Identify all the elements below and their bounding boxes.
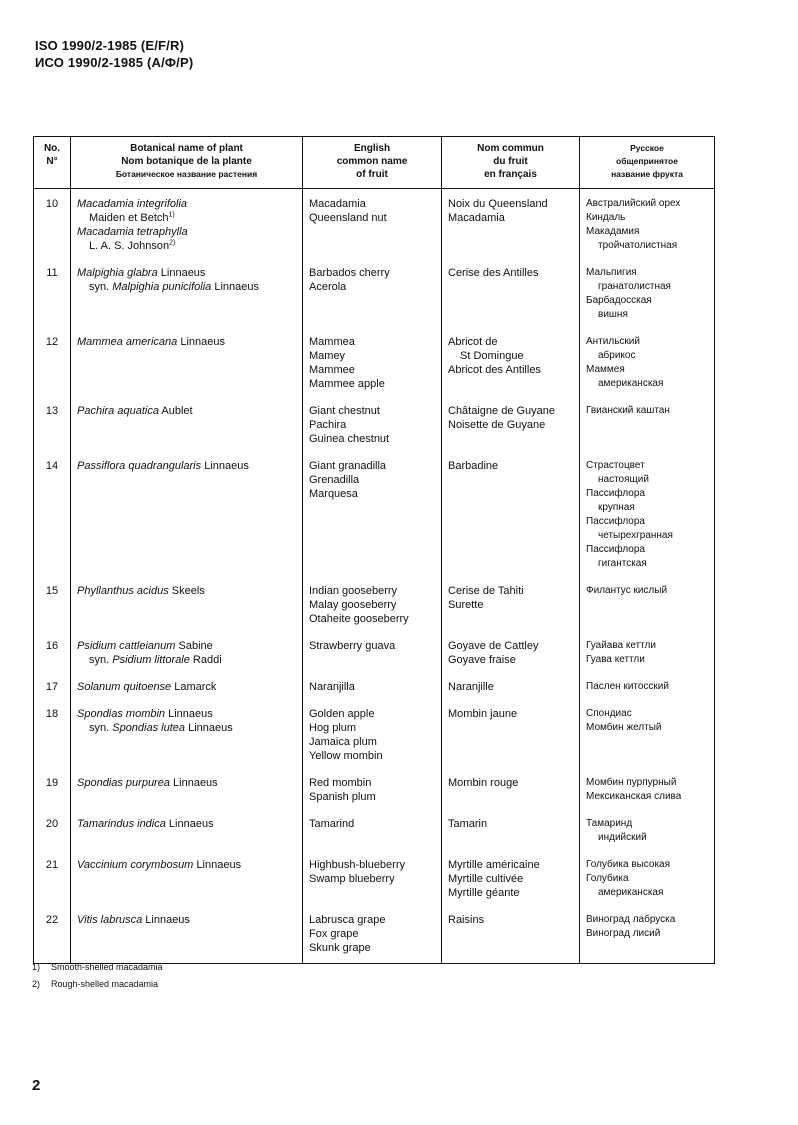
author-name: Linnaeus [142,914,190,926]
russian-name: Голубика [586,873,629,884]
footnote-text: Smooth-shelled macadamia [51,962,163,972]
russian-name: гигантская [598,558,647,569]
russian-name: тройчатолистная [598,240,678,251]
english-name: Marquesa [309,488,358,500]
french-name: Surette [448,599,484,611]
russian-name: индийский [598,832,647,843]
russian-name-cell [580,707,715,776]
russian-name: Гвианский каштан [586,405,670,416]
author-name: Linnaeus [157,267,206,279]
synonym-prefix: syn. [89,654,113,666]
botanical-name-line [77,584,296,598]
botanical-name-line [77,858,296,872]
species-name: Spondias purpurea [77,777,170,789]
species-name: Solanum quitoense [77,681,172,693]
english-name: Macadamia [309,198,366,210]
footnote-text: Rough-shelled macadamia [51,979,159,989]
french-name: Cerise des Antilles [448,267,539,279]
botanical-name-cell [71,189,303,267]
botanical-name-line [77,459,296,473]
russian-name: Гуава кеттли [586,654,645,665]
footnote-1 [32,962,163,972]
russian-name: Голубика высокая [586,859,671,870]
species-number: 16 [34,639,71,680]
french-name: Abricot des Antilles [448,364,541,376]
english-name: Jamaica plum [309,736,377,748]
botanical-name-line [77,776,296,790]
russian-name: настоящий [598,474,649,485]
english-name-cell [303,335,442,404]
french-name: Naranjille [448,681,494,693]
english-name-cell [303,189,442,267]
russian-name-cell [580,584,715,639]
russian-name-cell [580,335,715,404]
russian-name: Австралийский орех [586,198,681,209]
botanical-name-cell [71,639,303,680]
species-number: 11 [34,266,71,335]
french-name: Noisette de Guyane [448,419,546,431]
french-name-cell [442,189,580,267]
french-name: Goyave de Cattley [448,640,539,652]
french-name: Mombin jaune [448,708,518,720]
fruit-names-table [33,136,715,964]
header-english-name: English common name of fruit [303,137,442,189]
author-name: Linnaeus [185,722,233,734]
french-name-cell [442,913,580,964]
botanical-name-cell [71,266,303,335]
english-name: Yellow mombin [309,750,383,762]
footnote-mark: 2) [32,979,41,989]
english-name: Barbados cherry [309,267,390,279]
french-name: Tamarin [448,818,488,830]
header-russian-name: Русское общепринятое название фрукта [580,137,715,189]
english-name: Naranjilla [309,681,355,693]
botanical-name-line [77,266,296,280]
english-name: Strawberry guava [309,640,396,652]
english-name: Red mombin [309,777,372,789]
botanical-name-line [77,239,296,253]
footnote-reference: 2) [169,239,176,247]
table-row [34,459,715,584]
french-name-cell [442,776,580,817]
russian-name: четырехгранная [598,530,673,541]
species-name: Phyllanthus acidus [77,585,169,597]
english-name: Giant granadilla [309,460,387,472]
species-number: 19 [34,776,71,817]
english-name: Grenadilla [309,474,360,486]
russian-name: Барбадосская [586,295,652,306]
french-name: Macadamia [448,212,505,224]
footnote-2 [32,979,158,989]
english-name-cell [303,913,442,964]
russian-name-cell [580,189,715,267]
species-name: Pachira aquatica [77,405,159,417]
russian-name-cell [580,680,715,707]
author-name: Lamarck [171,681,217,693]
english-name: Mammee [309,364,355,376]
species-number: 12 [34,335,71,404]
author-name: Linnaeus [165,818,214,830]
species-name: Macadamia integrifolia [77,198,188,210]
synonym-prefix: syn. [89,722,113,734]
species-name: Spondias mombin [77,708,166,720]
botanical-name-line [77,653,296,667]
russian-name: Гуайава кеттли [586,640,656,651]
english-name: Skunk grape [309,942,371,954]
header-french-name: Nom commun du fruit en français [442,137,580,189]
russian-name: Маммея [586,364,625,375]
author-name: L. A. S. Johnson [89,240,170,252]
author-name: Maiden et Betch [89,212,169,224]
french-name: Myrtille américaine [448,859,540,871]
russian-name: Паслен китосский [586,681,669,692]
french-name-cell [442,707,580,776]
russian-name: Мальпигия [586,267,637,278]
table-row [34,913,715,964]
botanical-name-line [77,404,296,418]
russian-name-cell [580,459,715,584]
species-number: 17 [34,680,71,707]
french-name-cell [442,584,580,639]
botanical-name-line [77,680,296,694]
english-name: Indian gooseberry [309,585,398,597]
russian-name-cell [580,266,715,335]
footnote-reference: 1) [168,211,175,219]
english-name-cell [303,858,442,913]
species-name: Malpighia glabra [77,267,158,279]
botanical-name-line [77,913,296,927]
table-row [34,335,715,404]
english-name-cell [303,584,442,639]
author-name: Linnaeus [177,336,225,348]
french-name: St Domingue [460,350,524,362]
table-row [34,404,715,459]
russian-name: Виноград лабруска [586,914,676,925]
english-name: Fox grape [309,928,359,940]
russian-name: абрикос [598,350,636,361]
table-row [34,680,715,707]
english-name: Queensland nut [309,212,387,224]
russian-name: Момбин желтый [586,722,662,733]
russian-name: Тамаринд [586,818,633,829]
english-name: Guinea chestnut [309,433,390,445]
table-row [34,858,715,913]
table-row [34,817,715,858]
french-name: Barbadine [448,460,499,472]
document-code-latin: ISO 1990/2-1985 (E/F/R) [35,38,185,53]
author-name: Linnaeus [193,859,242,871]
russian-name-cell [580,858,715,913]
species-name: Psidium littorale [112,654,190,666]
russian-name: американская [598,887,664,898]
author-name: Linnaeus [169,777,218,789]
french-name-cell [442,680,580,707]
botanical-name-cell [71,459,303,584]
botanical-name-line [77,211,296,225]
english-name: Mamey [309,350,346,362]
russian-name: Макадамия [586,226,640,237]
page-number: 2 [32,1077,41,1094]
table-row [34,639,715,680]
botanical-name-cell [71,680,303,707]
russian-name: Пассифлора [586,516,645,527]
french-name: Châtaigne de Guyane [448,405,556,417]
author-name: Skeels [168,585,205,597]
english-name: Highbush-blueberry [309,859,405,871]
english-name-cell [303,680,442,707]
english-name: Giant chestnut [309,405,380,417]
species-number: 20 [34,817,71,858]
document-code-cyrillic: ИСО 1990/2-1985 (А/Ф/Р) [35,55,194,70]
header-botanical-name: Botanical name of plant Nom botanique de la plante Ботаническое название растения [71,137,303,189]
footnote-mark: 1) [32,962,41,972]
russian-name-cell [580,776,715,817]
botanical-name-line [77,225,296,239]
botanical-name-cell [71,335,303,404]
russian-name: американская [598,378,664,389]
russian-name: Виноград лисий [586,928,661,939]
french-name: Myrtille cultivée [448,873,524,885]
russian-name-cell [580,913,715,964]
header-number: No. N° [34,137,71,189]
species-name: Mammea americana [77,336,178,348]
author-name: Linnaeus [201,460,249,472]
species-name: Malpighia punicifolia [112,281,212,293]
botanical-name-line [77,707,296,721]
french-name: Cerise de Tahiti [448,585,524,597]
english-name: Swamp blueberry [309,873,395,885]
russian-name: Филантус кислый [586,585,668,596]
english-name-cell [303,404,442,459]
species-number: 21 [34,858,71,913]
french-name-cell [442,459,580,584]
russian-name: Спондиас [586,708,632,719]
species-name: Psidium cattleianum [77,640,176,652]
english-name-cell [303,817,442,858]
species-number: 10 [34,189,71,267]
russian-name: Киндаль [586,212,626,223]
french-name-cell [442,858,580,913]
russian-name: Страстоцвет [586,460,645,471]
species-name: Spondias lutea [112,722,186,734]
species-number: 13 [34,404,71,459]
english-name: Golden apple [309,708,375,720]
french-name: Raisins [448,914,485,926]
botanical-name-line [77,639,296,653]
french-name: Mombin rouge [448,777,519,789]
french-name: Myrtille géante [448,887,520,899]
author-name: Linnaeus [165,708,213,720]
english-name: Tamarind [309,818,355,830]
species-number: 18 [34,707,71,776]
species-number: 22 [34,913,71,964]
botanical-name-cell [71,404,303,459]
botanical-name-line [77,280,296,294]
author-name: Sabine [175,640,213,652]
english-name: Hog plum [309,722,357,734]
russian-name: Мексиканская слива [586,791,682,802]
botanical-name-cell [71,858,303,913]
english-name: Spanish plum [309,791,376,803]
species-number: 14 [34,459,71,584]
botanical-name-cell [71,707,303,776]
species-name: Tamarindus indica [77,818,166,830]
botanical-name-cell [71,913,303,964]
table-header-row [34,137,715,189]
russian-name-cell [580,639,715,680]
species-number: 15 [34,584,71,639]
table-row [34,776,715,817]
author-name: Linnaeus [211,281,260,293]
russian-name: вишня [598,309,628,320]
botanical-name-line [77,817,296,831]
french-name: Goyave fraise [448,654,516,666]
french-name-cell [442,266,580,335]
botanical-name-line [77,335,296,349]
russian-name: Антильский [586,336,640,347]
synonym-prefix: syn. [89,281,113,293]
english-name: Labrusca grape [309,914,386,926]
botanical-name-cell [71,776,303,817]
french-name: Noix du Queensland [448,198,548,210]
botanical-name-cell [71,817,303,858]
russian-name: гранатолистная [598,281,671,292]
table-body [34,189,715,964]
english-name: Malay gooseberry [309,599,397,611]
russian-name-cell [580,817,715,858]
table-row [34,266,715,335]
russian-name: Момбин пурпурный [586,777,677,788]
french-name-cell [442,404,580,459]
english-name: Mammee apple [309,378,385,390]
english-name-cell [303,776,442,817]
english-name-cell [303,266,442,335]
russian-name: крупная [598,502,635,513]
species-name: Macadamia tetraphylla [77,226,188,238]
botanical-name-cell [71,584,303,639]
french-name: Abricot de [448,336,498,348]
english-name: Mammea [309,336,355,348]
french-name-cell [442,639,580,680]
english-name: Otaheite gooseberry [309,613,409,625]
table-row [34,707,715,776]
english-name: Acerola [309,281,347,293]
russian-name: Пассифлора [586,544,645,555]
english-name-cell [303,639,442,680]
table-row [34,189,715,267]
author-name: Raddi [189,654,222,666]
species-name: Vaccinium corymbosum [77,859,194,871]
french-name-cell [442,817,580,858]
french-name-cell [442,335,580,404]
english-name-cell [303,459,442,584]
author-name: Aublet [158,405,193,417]
russian-name: Пассифлора [586,488,645,499]
species-name: Vitis labrusca [77,914,143,926]
botanical-name-line [77,721,296,735]
russian-name-cell [580,404,715,459]
botanical-name-line [77,197,296,211]
english-name: Pachira [309,419,347,431]
english-name-cell [303,707,442,776]
table-row [34,584,715,639]
species-name: Passiflora quadrangularis [77,460,202,472]
